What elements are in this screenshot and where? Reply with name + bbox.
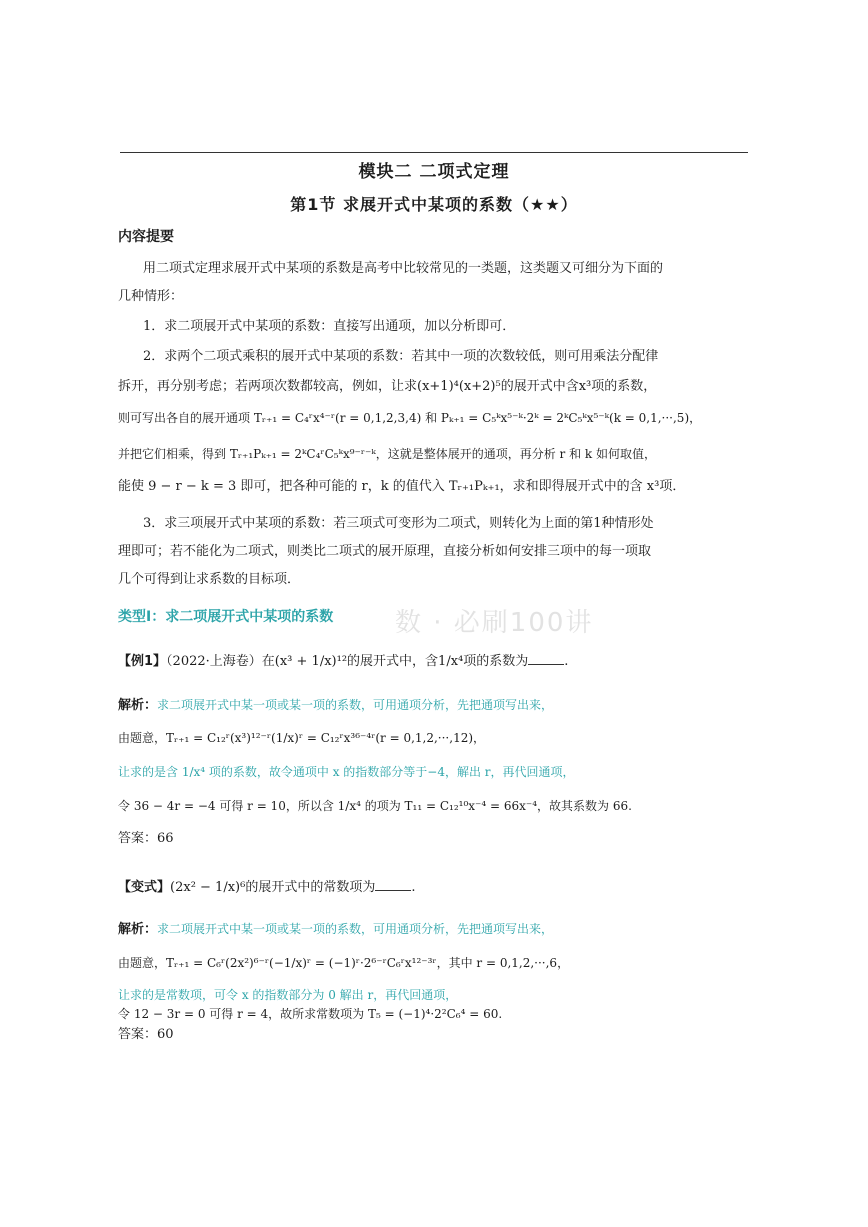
variant-expression: (2x² − 1/x)⁶ xyxy=(170,880,246,895)
example1-answer: 答案：66 xyxy=(118,831,174,846)
example1-q-post: 项的系数为 xyxy=(463,654,529,669)
intro-line: 并把它们相乘，得到 Tᵣ₊₁Pₖ₊₁ = 2ᵏC₄ʳC₅ᵏx⁹⁻ʳ⁻ᵏ，这就是整体展开的通项，再分析 r 和 k 如何取值， xyxy=(118,447,657,461)
example1-source: （2022·上海卷） xyxy=(166,654,262,669)
variant-solution-line: 由题意，Tᵣ₊₁ = C₆ʳ(2x²)⁶⁻ʳ(−1/x)ʳ = (−1)ʳ·2⁶⁻ʳC₆ʳx¹²⁻³ʳ，其中 r = 0,1,2,···,6， xyxy=(118,956,570,970)
variant-solution-line xyxy=(118,920,758,939)
intro-line: 则可写出各自的展开通项 Tᵣ₊₁ = C₄ʳx⁴⁻ʳ(r = 0,1,2,3,4) 和 Pₖ₊₁ = C₅ᵏx⁵⁻ᵏ·2ᵏ = 2ᵏC₅ᵏx⁵⁻ᵏ(k = 0,1,···,5)， xyxy=(118,411,702,425)
solution-hint: 求二项展开式中某一项或某一项的系数，可用通项分析，先把通项写出来， xyxy=(157,698,554,712)
intro-line: 1．求二项展开式中某项的系数：直接写出通项，加以分析即可． xyxy=(143,319,516,334)
example1-q-pre: 在 xyxy=(261,654,275,669)
section-title: 第1节 求展开式中某项的系数（★★） xyxy=(290,195,578,214)
solution-hint: 求二项展开式中某一项或某一项的系数，可用通项分析，先把通项写出来， xyxy=(157,922,554,936)
intro-line: 2．求两个二项式乘积的展开式中某项的系数：若其中一项的次数较低，则可用乘法分配律 xyxy=(143,349,659,364)
answer-blank xyxy=(375,878,411,891)
intro-line: 几种情形： xyxy=(118,289,184,304)
example1-label: 【例1】 xyxy=(118,654,167,669)
variant-answer: 答案：60 xyxy=(118,1027,174,1042)
header-rule xyxy=(120,152,748,153)
variant-label: 【变式】 xyxy=(118,880,171,895)
example1-solution-line xyxy=(118,696,758,715)
example1-solution-hint: 让求的是含 1/x⁴ 项的系数，故令通项中 x 的指数部分等于−4，解出 r，再代回通项， xyxy=(118,765,575,779)
watermark: 数 · 必刷100讲 xyxy=(395,608,594,638)
variant-solution-line: 令 12 − 3r = 0 可得 r = 4，故所求常数项为 T₅ = (−1)⁴·2²C₆⁴ = 60. xyxy=(118,1007,503,1021)
example1-q-mid: 的展开式中，含 xyxy=(347,654,439,669)
answer-blank xyxy=(528,652,564,665)
solution-label: 解析： xyxy=(118,698,158,713)
example1-q-end: . xyxy=(564,654,569,669)
variant-q-post: 的展开式中的常数项为 xyxy=(245,880,376,895)
intro-line: 用二项式定理求展开式中某项的系数是高考中比较常见的一类题，这类题又可细分为下面的 xyxy=(143,261,664,276)
example1-term: 1/x⁴ xyxy=(438,654,464,669)
solution-label: 解析： xyxy=(118,922,158,937)
intro-line: 能使 9 − r − k = 3 即可，把各种可能的 r，k 的值代入 Tᵣ₊₁Pₖ₊₁，求和即得展开式中的含 x³项． xyxy=(118,479,686,494)
example1-solution-line: 由题意，Tᵣ₊₁ = C₁₂ʳ(x³)¹²⁻ʳ(1/x)ʳ = C₁₂ʳx³⁶⁻⁴ʳ(r = 0,1,2,···,12)， xyxy=(118,731,486,745)
module-title: 模块二 二项式定理 xyxy=(358,162,510,182)
variant-q-end: . xyxy=(411,880,416,895)
example1-solution-line: 令 36 − 4r = −4 可得 r = 10，所以含 1/x⁴ 的项为 T₁₁ = C₁₂¹⁰x⁻⁴ = 66x⁻⁴，故其系数为 66. xyxy=(118,799,632,813)
intro-line: 3．求三项展开式中某项的系数：若三项式可变形为二项式，则转化为上面的第1种情形处 xyxy=(143,516,654,531)
intro-line: 理即可；若不能化为二项式，则类比二项式的展开原理，直接分析如何安排三项中的每一项取 xyxy=(118,544,652,559)
intro-line: 几个可得到让求系数的目标项． xyxy=(118,572,301,587)
example1-expression: (x³ + 1/x)¹² xyxy=(274,654,348,669)
intro-heading: 内容提要 xyxy=(118,229,174,245)
intro-line: 拆开，再分别考虑；若两项次数都较高，例如，让求(x+1)⁴(x+2)⁵的展开式中含x³项的系数， xyxy=(118,379,657,394)
example1-question xyxy=(118,652,758,671)
variant-question xyxy=(118,878,758,897)
variant-solution-hint: 让求的是常数项，可令 x 的指数部分为 0 解出 r，再代回通项， xyxy=(118,988,458,1002)
type1-heading: 类型Ⅰ：求二项展开式中某项的系数 xyxy=(118,609,334,625)
